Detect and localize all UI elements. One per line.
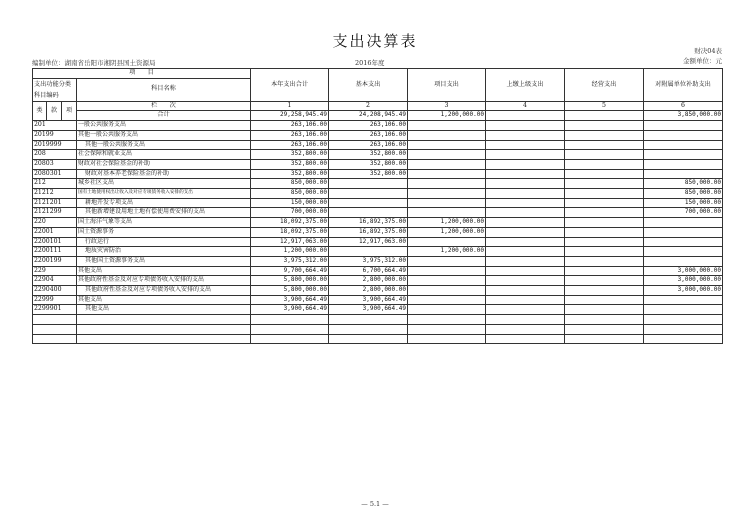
empty-cell	[486, 315, 565, 325]
header-name: 科目名称	[77, 78, 251, 101]
amount-cell: 1,200,000.00	[408, 218, 486, 228]
amount-cell: 850,000.00	[644, 179, 723, 189]
header-kuan: 款	[47, 101, 62, 120]
total-cell: 1,200,000.00	[408, 111, 486, 121]
amount-cell: 700,000.00	[251, 208, 329, 218]
empty-cell	[329, 315, 408, 325]
table-row	[33, 130, 723, 140]
table-row	[33, 227, 723, 237]
empty-cell	[33, 324, 77, 334]
amount-cell: 352,800.00	[329, 159, 408, 169]
subject-code: 2200101	[33, 237, 77, 247]
amount-cell	[565, 159, 644, 169]
amount-cell: 1,200,000.00	[251, 247, 329, 257]
table-row	[33, 169, 723, 179]
empty-cell	[33, 315, 77, 325]
empty-cell	[644, 315, 723, 325]
subject-name: 城乡社区支出	[77, 179, 251, 189]
amount-cell: 263,106.00	[251, 140, 329, 150]
subject-code: 2080301	[33, 169, 77, 179]
amount-cell: 3,000,000.00	[644, 266, 723, 276]
header-lanci: 栏 次	[77, 101, 251, 111]
header-item: 项 目	[33, 69, 251, 79]
amount-cell	[408, 169, 486, 179]
amount-cell: 352,800.00	[251, 169, 329, 179]
header-col-6: 对附属单位补助支出	[644, 69, 723, 102]
amount-cell	[644, 227, 723, 237]
amount-cell: 150,000.00	[251, 198, 329, 208]
table-row	[33, 256, 723, 266]
amount-cell	[408, 276, 486, 286]
amount-cell	[565, 189, 644, 199]
amount-cell	[329, 247, 408, 257]
header-lei: 类	[33, 101, 47, 120]
table-row	[33, 140, 723, 150]
amount-cell	[565, 247, 644, 257]
amount-cell: 12,917,063.00	[251, 237, 329, 247]
amount-cell	[486, 276, 565, 286]
header-col-3: 项目支出	[408, 69, 486, 102]
subject-code: 2200111	[33, 247, 77, 257]
subject-name: 地质灾害防治	[77, 247, 251, 257]
empty-cell	[486, 324, 565, 334]
subject-name: 国土海洋气象等支出	[77, 218, 251, 228]
amount-cell	[408, 208, 486, 218]
amount-cell	[565, 227, 644, 237]
amount-cell: 6,700,664.49	[329, 266, 408, 276]
amount-cell	[565, 218, 644, 228]
amount-cell: 5,800,000.00	[251, 276, 329, 286]
amount-cell	[565, 295, 644, 305]
subject-code: 20803	[33, 159, 77, 169]
table-row	[33, 208, 723, 218]
empty-cell	[251, 315, 329, 325]
amount-cell: 3,900,664.49	[251, 295, 329, 305]
subject-name: 财政对社会保险基金的补助	[77, 159, 251, 169]
empty-cell	[408, 315, 486, 325]
empty-cell	[408, 334, 486, 344]
amount-cell	[486, 198, 565, 208]
amount-cell	[565, 169, 644, 179]
amount-cell	[565, 256, 644, 266]
header-col-5: 经营支出	[565, 69, 644, 102]
amount-cell: 12,917,063.00	[329, 237, 408, 247]
amount-cell	[486, 179, 565, 189]
amount-cell	[408, 237, 486, 247]
amount-cell	[565, 266, 644, 276]
amount-cell: 2,800,000.00	[329, 276, 408, 286]
amount-cell	[486, 140, 565, 150]
amount-cell: 352,800.00	[251, 150, 329, 160]
col-num-3: 3	[408, 101, 486, 111]
amount-cell: 1,200,000.00	[408, 247, 486, 257]
amount-cell: 5,800,000.00	[251, 286, 329, 296]
subject-name: 其他支出	[77, 305, 251, 315]
amount-cell	[486, 237, 565, 247]
amount-cell: 850,000.00	[251, 189, 329, 199]
subject-code: 2290400	[33, 286, 77, 296]
total-cell: 24,208,945.49	[329, 111, 408, 121]
subject-name: 财政对基本养老保险基金的补助	[77, 169, 251, 179]
amount-cell: 16,892,375.00	[329, 227, 408, 237]
empty-row	[33, 334, 723, 344]
amount-cell: 3,000,000.00	[644, 276, 723, 286]
amount-cell	[565, 237, 644, 247]
amount-cell	[486, 159, 565, 169]
subject-code: 212	[33, 179, 77, 189]
subject-name: 社会保障和就业支出	[77, 150, 251, 160]
subject-name: 其他政府性基金及对应专项债务收入安排的支出	[77, 286, 251, 296]
amount-cell: 352,800.00	[329, 169, 408, 179]
amount-cell	[486, 169, 565, 179]
empty-cell	[251, 324, 329, 334]
total-label: 合计	[77, 111, 251, 121]
amount-cell: 16,892,375.00	[329, 218, 408, 228]
amount-cell	[565, 150, 644, 160]
subject-name: 国有土地使用权出让收入及对应专项债务收入安排的支出	[77, 189, 251, 199]
table-row	[33, 179, 723, 189]
amount-cell: 3,975,312.00	[329, 256, 408, 266]
empty-cell	[33, 334, 77, 344]
amount-cell	[565, 198, 644, 208]
header-code: 支出功能分类科目编码	[33, 78, 77, 101]
amount-cell	[644, 295, 723, 305]
amount-cell: 850,000.00	[644, 189, 723, 199]
amount-cell: 150,000.00	[644, 198, 723, 208]
header-col-4: 上缴上级支出	[486, 69, 565, 102]
amount-cell: 850,000.00	[251, 179, 329, 189]
amount-cell	[329, 208, 408, 218]
amount-cell	[565, 140, 644, 150]
header-xiang: 项	[62, 101, 77, 120]
amount-cell	[486, 150, 565, 160]
amount-cell	[565, 130, 644, 140]
page-number: — 5.1 —	[361, 500, 389, 508]
subject-name: 其他支出	[77, 295, 251, 305]
empty-cell	[565, 334, 644, 344]
form-number: 财决04表	[694, 47, 722, 55]
amount-cell	[486, 121, 565, 131]
empty-cell	[251, 334, 329, 344]
empty-cell	[77, 315, 251, 325]
subject-code: 22904	[33, 276, 77, 286]
amount-cell	[329, 198, 408, 208]
amount-cell	[408, 130, 486, 140]
header-col-2: 基本支出	[329, 69, 408, 102]
amount-cell: 263,106.00	[251, 130, 329, 140]
amount-cell: 3,900,664.49	[329, 295, 408, 305]
amount-cell	[644, 130, 723, 140]
empty-cell	[486, 334, 565, 344]
amount-cell	[565, 286, 644, 296]
table-row	[33, 247, 723, 257]
subject-code: 22001	[33, 227, 77, 237]
document-title: 支出决算表	[332, 32, 418, 50]
amount-cell	[644, 218, 723, 228]
table-row	[33, 150, 723, 160]
amount-cell	[565, 121, 644, 131]
amount-cell	[644, 247, 723, 257]
amount-cell: 3,000,000.00	[644, 286, 723, 296]
subject-code: 22999	[33, 295, 77, 305]
amount-cell	[486, 218, 565, 228]
amount-cell: 3,975,312.00	[251, 256, 329, 266]
amount-cell	[408, 150, 486, 160]
empty-cell	[329, 324, 408, 334]
subject-name: 其他支出	[77, 266, 251, 276]
amount-cell	[644, 140, 723, 150]
empty-row	[33, 324, 723, 334]
subject-code: 208	[33, 150, 77, 160]
amount-cell: 700,000.00	[644, 208, 723, 218]
amount-cell	[644, 305, 723, 315]
subject-name: 国土资源事务	[77, 227, 251, 237]
empty-row	[33, 315, 723, 325]
table-row	[33, 189, 723, 199]
amount-cell	[408, 266, 486, 276]
amount-cell	[486, 266, 565, 276]
amount-cell	[408, 286, 486, 296]
empty-cell	[565, 315, 644, 325]
subject-code: 20199	[33, 130, 77, 140]
fiscal-year: 2016年度	[355, 59, 385, 67]
col-num-2: 2	[329, 101, 408, 111]
table-row	[33, 305, 723, 315]
amount-cell: 263,106.00	[329, 130, 408, 140]
amount-cell	[408, 179, 486, 189]
amount-cell	[486, 286, 565, 296]
subject-name: 其他一般公共服务支出	[77, 130, 251, 140]
amount-cell: 352,800.00	[251, 159, 329, 169]
amount-cell	[644, 121, 723, 131]
table-row	[33, 198, 723, 208]
compiling-unit: 编制单位：湖南省岳阳市湘阴县国土资源局	[32, 59, 156, 67]
total-cell: 29,258,945.49	[251, 111, 329, 121]
subject-code: 229	[33, 266, 77, 276]
amount-cell	[408, 189, 486, 199]
amount-cell	[408, 159, 486, 169]
empty-cell	[408, 324, 486, 334]
amount-cell	[486, 256, 565, 266]
subject-name: 耕地开发专项支出	[77, 198, 251, 208]
total-cell	[565, 111, 644, 121]
header-col-1: 本年支出合计	[251, 69, 329, 102]
header-row-item	[33, 69, 723, 79]
amount-cell	[408, 121, 486, 131]
amount-cell: 18,092,375.00	[251, 227, 329, 237]
amount-cell: 352,800.00	[329, 150, 408, 160]
header-row-lanci	[33, 101, 723, 111]
amount-cell	[408, 295, 486, 305]
subject-code: 2121299	[33, 208, 77, 218]
subject-code: 2019999	[33, 140, 77, 150]
subject-name: 一般公共服务支出	[77, 121, 251, 131]
amount-cell	[644, 256, 723, 266]
amount-cell: 263,106.00	[251, 121, 329, 131]
empty-cell	[77, 334, 251, 344]
amount-cell	[408, 198, 486, 208]
subject-name: 其他国土资源事务支出	[77, 256, 251, 266]
table-row	[33, 266, 723, 276]
amount-cell	[565, 305, 644, 315]
amount-cell	[644, 237, 723, 247]
amount-cell: 2,800,000.00	[329, 286, 408, 296]
table-row	[33, 121, 723, 131]
amount-cell	[329, 189, 408, 199]
total-row	[33, 111, 723, 121]
subject-code: 220	[33, 218, 77, 228]
currency-unit: 金额单位：元	[683, 57, 722, 65]
table-row	[33, 237, 723, 247]
expenditure-table	[32, 68, 723, 344]
col-num-6: 6	[644, 101, 723, 111]
subject-name: 其他新增建设用地土地有偿使用费安排的支出	[77, 208, 251, 218]
amount-cell: 1,200,000.00	[408, 227, 486, 237]
subject-name: 其他一般公共服务支出	[77, 140, 251, 150]
col-num-4: 4	[486, 101, 565, 111]
amount-cell	[644, 150, 723, 160]
subject-code: 2299901	[33, 305, 77, 315]
amount-cell: 3,900,664.49	[251, 305, 329, 315]
empty-cell	[329, 334, 408, 344]
subject-name: 其他政府性基金及对应专项债务收入安排的支出	[77, 276, 251, 286]
amount-cell	[644, 169, 723, 179]
table-row	[33, 159, 723, 169]
amount-cell	[408, 305, 486, 315]
empty-cell	[644, 324, 723, 334]
amount-cell	[565, 179, 644, 189]
table-row	[33, 286, 723, 296]
amount-cell	[565, 208, 644, 218]
empty-cell	[644, 334, 723, 344]
amount-cell	[486, 227, 565, 237]
subject-code: 2200199	[33, 256, 77, 266]
amount-cell: 3,900,664.49	[329, 305, 408, 315]
amount-cell	[486, 247, 565, 257]
col-num-1: 1	[251, 101, 329, 111]
total-cell	[486, 111, 565, 121]
total-cell: 3,850,000.00	[644, 111, 723, 121]
subject-name: 行政运行	[77, 237, 251, 247]
amount-cell	[644, 159, 723, 169]
table-row	[33, 295, 723, 305]
empty-cell	[565, 324, 644, 334]
amount-cell	[486, 130, 565, 140]
subject-code: 21212	[33, 189, 77, 199]
empty-cell	[77, 324, 251, 334]
col-num-5: 5	[565, 101, 644, 111]
amount-cell	[486, 295, 565, 305]
amount-cell	[486, 189, 565, 199]
amount-cell	[486, 305, 565, 315]
subject-code: 2121201	[33, 198, 77, 208]
amount-cell	[565, 276, 644, 286]
amount-cell: 263,106.00	[329, 121, 408, 131]
subject-code: 201	[33, 121, 77, 131]
table-row	[33, 218, 723, 228]
amount-cell	[408, 256, 486, 266]
amount-cell	[408, 140, 486, 150]
amount-cell: 18,092,375.00	[251, 218, 329, 228]
amount-cell: 9,700,664.49	[251, 266, 329, 276]
amount-cell	[329, 179, 408, 189]
amount-cell: 263,106.00	[329, 140, 408, 150]
amount-cell	[486, 208, 565, 218]
table-row	[33, 276, 723, 286]
